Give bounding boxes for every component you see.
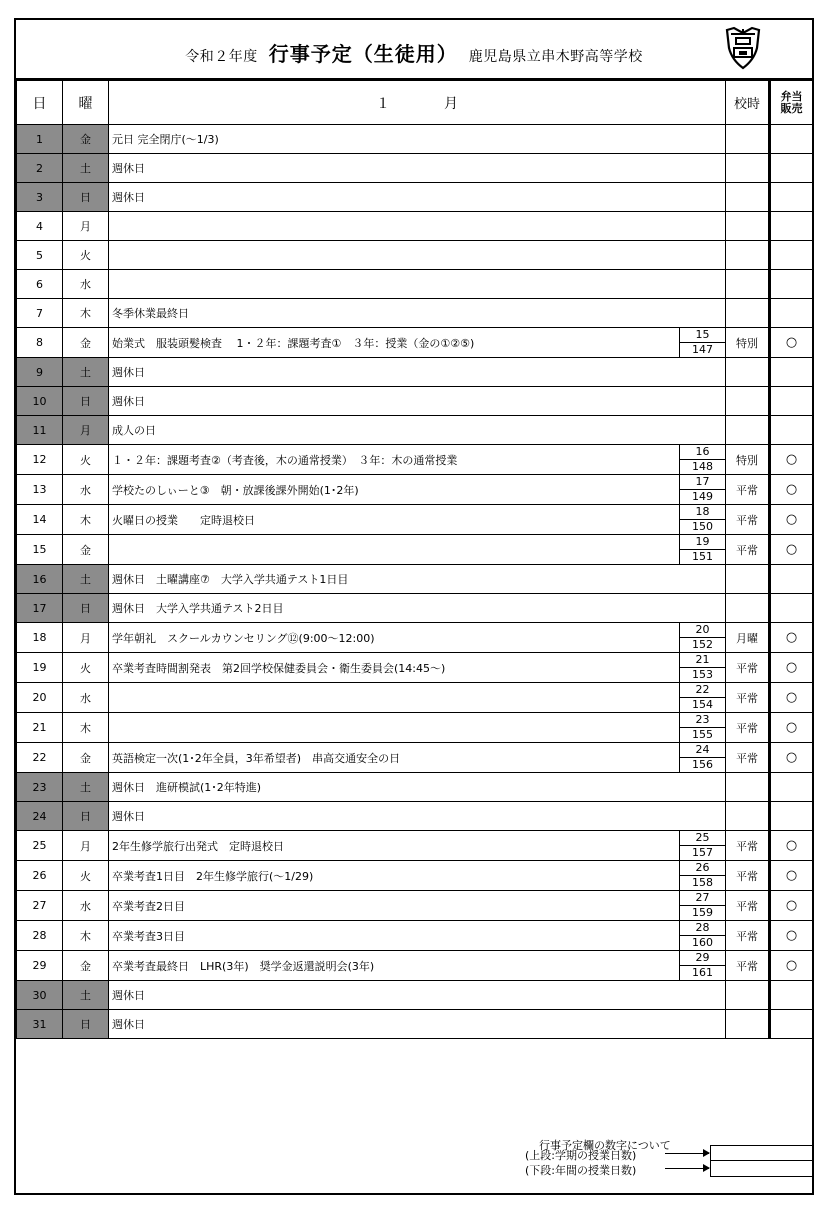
kouji-cell: 平常 [726, 743, 770, 773]
weekday-cell: 金 [63, 125, 109, 154]
weekday-cell: 土 [63, 565, 109, 594]
event-cell [109, 241, 726, 270]
schedule-sheet [14, 18, 814, 1195]
bento-cell: ○ [770, 713, 813, 743]
event-cell [109, 535, 680, 565]
event-cell: 週休日 [109, 981, 726, 1010]
event-cell: 週休日 [109, 1010, 726, 1039]
kouji-cell [726, 802, 770, 831]
table-row [17, 773, 813, 802]
bento-cell: ○ [770, 861, 813, 891]
note-upper-label: (上段:学期の授業日数) [525, 1149, 637, 1162]
day-cell: 4 [17, 212, 63, 241]
table-row [17, 505, 813, 535]
term-day-count: 24 [680, 743, 725, 758]
event-cell: 火曜日の授業 定時退校日 [109, 505, 680, 535]
kouji-cell: 平常 [726, 683, 770, 713]
term-day-count: 15 [680, 328, 725, 343]
event-cell: 週休日 大学入学共通テスト2日目 [109, 594, 726, 623]
kouji-cell: 平常 [726, 951, 770, 981]
kouji-cell: 平常 [726, 921, 770, 951]
bento-cell [770, 594, 813, 623]
bento-cell [770, 241, 813, 270]
table-row [17, 623, 813, 653]
kouji-cell: 平常 [726, 505, 770, 535]
weekday-cell: 水 [63, 683, 109, 713]
table-row [17, 743, 813, 773]
table-row [17, 125, 813, 154]
kouji-cell [726, 183, 770, 212]
table-row [17, 713, 813, 743]
term-day-count: 25 [680, 831, 725, 846]
kouji-cell: 平常 [726, 653, 770, 683]
event-cell: 週休日 [109, 387, 726, 416]
day-cell: 26 [17, 861, 63, 891]
weekday-cell: 日 [63, 594, 109, 623]
term-day-count: 22 [680, 683, 725, 698]
bento-cell [770, 416, 813, 445]
day-cell: 22 [17, 743, 63, 773]
kouji-cell: 平常 [726, 861, 770, 891]
bento-cell [770, 1010, 813, 1039]
table-row [17, 565, 813, 594]
table-row [17, 831, 813, 861]
day-cell: 18 [17, 623, 63, 653]
title-bar [16, 20, 812, 80]
table-row [17, 891, 813, 921]
bento-column-header [770, 81, 813, 125]
weekday-cell: 木 [63, 713, 109, 743]
event-cell: 元日 完全閉庁(～1/3) [109, 125, 726, 154]
day-cell: 10 [17, 387, 63, 416]
bento-cell: ○ [770, 683, 813, 713]
year-day-count: 161 [692, 966, 713, 979]
day-cell: 15 [17, 535, 63, 565]
weekday-cell: 土 [63, 358, 109, 387]
year-day-count: 160 [692, 936, 713, 949]
event-cell: 卒業考査最終日 LHR(3年) 奨学金返還説明会(3年) [109, 951, 680, 981]
weekday-column-header: 曜 [63, 81, 109, 125]
term-day-count: 27 [680, 891, 725, 906]
term-day-count: 21 [680, 653, 725, 668]
term-day-count: 29 [680, 951, 725, 966]
bento-cell [770, 358, 813, 387]
weekday-cell: 土 [63, 773, 109, 802]
bento-header-line1: 弁当 [780, 89, 803, 103]
day-cell: 21 [17, 713, 63, 743]
bento-cell: ○ [770, 653, 813, 683]
month-column-header: １月 [109, 81, 726, 125]
bento-cell: ○ [770, 891, 813, 921]
kouji-cell: 特別 [726, 445, 770, 475]
bento-cell [770, 299, 813, 328]
table-row [17, 981, 813, 1010]
calendar-table [16, 80, 813, 1039]
day-cell: 9 [17, 358, 63, 387]
weekday-cell: 木 [63, 505, 109, 535]
weekday-cell: 水 [63, 891, 109, 921]
event-cell: 成人の日 [109, 416, 726, 445]
school-day-count-cell [680, 653, 726, 683]
event-cell [109, 713, 680, 743]
day-cell: 8 [17, 328, 63, 358]
weekday-cell: 水 [63, 475, 109, 505]
table-row [17, 241, 813, 270]
year-day-count: 150 [692, 520, 713, 533]
kouji-cell [726, 773, 770, 802]
arrow-right-icon [665, 1153, 709, 1154]
school-day-count-cell [680, 445, 726, 475]
day-cell: 1 [17, 125, 63, 154]
bento-cell: ○ [770, 831, 813, 861]
term-day-count: 20 [680, 623, 725, 638]
school-day-count-cell [680, 328, 726, 358]
weekday-cell: 金 [63, 328, 109, 358]
table-row [17, 683, 813, 713]
event-cell: 週休日 進研模試(1･2年特進) [109, 773, 726, 802]
school-name: 鹿児島県立串木野高等学校 [468, 49, 643, 65]
school-day-count-cell [680, 921, 726, 951]
year-day-count: 156 [692, 758, 713, 771]
school-emblem-icon [724, 26, 762, 70]
calendar-rows [17, 125, 813, 1039]
kouji-cell: 平常 [726, 475, 770, 505]
kouji-cell [726, 981, 770, 1010]
day-cell: 17 [17, 594, 63, 623]
bento-cell [770, 154, 813, 183]
fiscal-year: 令和２年度 [185, 49, 258, 65]
weekday-cell: 月 [63, 831, 109, 861]
event-cell: 英語検定一次(1･2年全員，3年希望者) 串高交通安全の日 [109, 743, 680, 773]
term-day-count: 26 [680, 861, 725, 876]
kouji-cell [726, 387, 770, 416]
day-cell: 23 [17, 773, 63, 802]
weekday-cell: 土 [63, 981, 109, 1010]
kouji-cell [726, 299, 770, 328]
year-day-count: 154 [692, 698, 713, 711]
event-cell: 2年生修学旅行出発式 定時退校日 [109, 831, 680, 861]
weekday-cell: 火 [63, 653, 109, 683]
table-row [17, 328, 813, 358]
table-row [17, 183, 813, 212]
event-cell: 週休日 [109, 154, 726, 183]
kouji-cell [726, 270, 770, 299]
table-row [17, 921, 813, 951]
kouji-cell: 月曜 [726, 623, 770, 653]
term-day-count: 23 [680, 713, 725, 728]
day-cell: 7 [17, 299, 63, 328]
day-cell: 31 [17, 1010, 63, 1039]
day-cell: 30 [17, 981, 63, 1010]
kouji-cell [726, 594, 770, 623]
weekday-cell: 日 [63, 183, 109, 212]
year-day-count: 149 [692, 490, 713, 503]
school-day-count-cell [680, 535, 726, 565]
day-cell: 11 [17, 416, 63, 445]
weekday-cell: 木 [63, 921, 109, 951]
weekday-cell: 金 [63, 535, 109, 565]
day-cell: 28 [17, 921, 63, 951]
bento-cell: ○ [770, 475, 813, 505]
event-cell: 卒業考査3日目 [109, 921, 680, 951]
bento-cell [770, 183, 813, 212]
note-legend-box [710, 1145, 813, 1177]
school-day-count-cell [680, 743, 726, 773]
table-header-row [17, 81, 813, 125]
kouji-cell: 平常 [726, 891, 770, 921]
school-day-count-cell [680, 713, 726, 743]
table-row [17, 387, 813, 416]
bento-cell: ○ [770, 328, 813, 358]
table-row [17, 951, 813, 981]
term-day-count: 16 [680, 445, 725, 460]
day-cell: 6 [17, 270, 63, 299]
weekday-cell: 月 [63, 212, 109, 241]
day-cell: 25 [17, 831, 63, 861]
event-cell [109, 270, 726, 299]
year-day-count: 151 [692, 550, 713, 563]
bento-cell [770, 773, 813, 802]
kouji-cell [726, 125, 770, 154]
school-day-count-cell [680, 623, 726, 653]
bento-cell: ○ [770, 445, 813, 475]
school-day-count-cell [680, 505, 726, 535]
day-cell: 27 [17, 891, 63, 921]
bento-cell [770, 387, 813, 416]
kouji-column-header: 校時 [726, 81, 770, 125]
bento-cell: ○ [770, 743, 813, 773]
event-cell: 卒業考査1日目 2年生修学旅行(～1/29) [109, 861, 680, 891]
table-row [17, 154, 813, 183]
school-day-count-cell [680, 831, 726, 861]
weekday-cell: 火 [63, 445, 109, 475]
year-day-count: 148 [692, 460, 713, 473]
weekday-cell: 水 [63, 270, 109, 299]
event-cell: 学校たのしぃーと③ 朝・放課後課外開始(1･2年) [109, 475, 680, 505]
kouji-cell: 平常 [726, 713, 770, 743]
table-row [17, 653, 813, 683]
arrow-right-icon [665, 1168, 709, 1169]
bento-cell [770, 125, 813, 154]
weekday-cell: 土 [63, 154, 109, 183]
event-cell: 週休日 [109, 358, 726, 387]
bento-cell [770, 802, 813, 831]
year-day-count: 158 [692, 876, 713, 889]
bento-cell: ○ [770, 535, 813, 565]
table-row [17, 416, 813, 445]
day-cell: 5 [17, 241, 63, 270]
bento-cell: ○ [770, 921, 813, 951]
table-row [17, 475, 813, 505]
term-day-count: 18 [680, 505, 725, 520]
weekday-cell: 火 [63, 861, 109, 891]
weekday-cell: 火 [63, 241, 109, 270]
term-day-count: 19 [680, 535, 725, 550]
weekday-cell: 金 [63, 743, 109, 773]
day-cell: 13 [17, 475, 63, 505]
school-day-count-cell [680, 475, 726, 505]
school-day-count-cell [680, 683, 726, 713]
event-cell [109, 683, 680, 713]
table-row [17, 358, 813, 387]
kouji-cell: 平常 [726, 535, 770, 565]
kouji-cell [726, 416, 770, 445]
table-row [17, 445, 813, 475]
kouji-cell [726, 358, 770, 387]
table-row [17, 212, 813, 241]
kouji-cell [726, 1010, 770, 1039]
day-cell: 16 [17, 565, 63, 594]
year-day-count: 153 [692, 668, 713, 681]
year-day-count: 155 [692, 728, 713, 741]
bento-cell [770, 212, 813, 241]
school-day-count-cell [680, 951, 726, 981]
page-title [16, 38, 812, 67]
term-day-count: 28 [680, 921, 725, 936]
weekday-cell: 木 [63, 299, 109, 328]
kouji-cell [726, 212, 770, 241]
day-cell: 3 [17, 183, 63, 212]
day-cell: 12 [17, 445, 63, 475]
document-title: 行事予定（生徒用） [268, 42, 458, 66]
note-lower-label: (下段:年間の授業日数) [525, 1164, 637, 1177]
weekday-cell: 日 [63, 1010, 109, 1039]
kouji-cell [726, 241, 770, 270]
day-cell: 19 [17, 653, 63, 683]
day-column-header: 日 [17, 81, 63, 125]
term-day-count: 17 [680, 475, 725, 490]
day-cell: 2 [17, 154, 63, 183]
weekday-cell: 月 [63, 416, 109, 445]
note-title: 行事予定欄の数字について [539, 1139, 671, 1152]
table-row [17, 1010, 813, 1039]
table-row [17, 535, 813, 565]
table-row [17, 299, 813, 328]
bento-cell [770, 565, 813, 594]
year-day-count: 152 [692, 638, 713, 651]
event-cell [109, 212, 726, 241]
day-cell: 29 [17, 951, 63, 981]
event-cell: 冬季休業最終日 [109, 299, 726, 328]
weekday-cell: 日 [63, 387, 109, 416]
bento-cell: ○ [770, 951, 813, 981]
bento-cell: ○ [770, 623, 813, 653]
event-cell: 週休日 [109, 183, 726, 212]
kouji-cell [726, 154, 770, 183]
weekday-cell: 金 [63, 951, 109, 981]
event-cell: 始業式 服装頭髪検査 1・２年：課題考査① ３年：授業（金の①②⑤) [109, 328, 680, 358]
kouji-cell: 特別 [726, 328, 770, 358]
bento-cell [770, 270, 813, 299]
table-row [17, 861, 813, 891]
year-day-count: 157 [692, 846, 713, 859]
weekday-cell: 月 [63, 623, 109, 653]
day-cell: 20 [17, 683, 63, 713]
event-cell: 卒業考査時間割発表 第2回学校保健委員会・衛生委員会(14:45～) [109, 653, 680, 683]
kouji-cell [726, 565, 770, 594]
event-cell: 学年朝礼 スクールカウンセリング⑫(9:00～12:00) [109, 623, 680, 653]
event-cell: 卒業考査2日目 [109, 891, 680, 921]
event-cell: 週休日 土曜講座⑦ 大学入学共通テスト1日目 [109, 565, 726, 594]
day-cell: 14 [17, 505, 63, 535]
school-day-count-cell [680, 891, 726, 921]
day-cell: 24 [17, 802, 63, 831]
event-cell: 週休日 [109, 802, 726, 831]
event-cell: １・２年：課題考査②（考査後，木の通常授業） ３年：木の通常授業 [109, 445, 680, 475]
kouji-cell: 平常 [726, 831, 770, 861]
table-row [17, 594, 813, 623]
school-day-count-cell [680, 861, 726, 891]
bento-header-line2: 販売 [780, 101, 803, 115]
year-day-count: 147 [692, 343, 713, 356]
bento-cell: ○ [770, 505, 813, 535]
table-row [17, 802, 813, 831]
year-day-count: 159 [692, 906, 713, 919]
bento-cell [770, 981, 813, 1010]
weekday-cell: 日 [63, 802, 109, 831]
table-row [17, 270, 813, 299]
